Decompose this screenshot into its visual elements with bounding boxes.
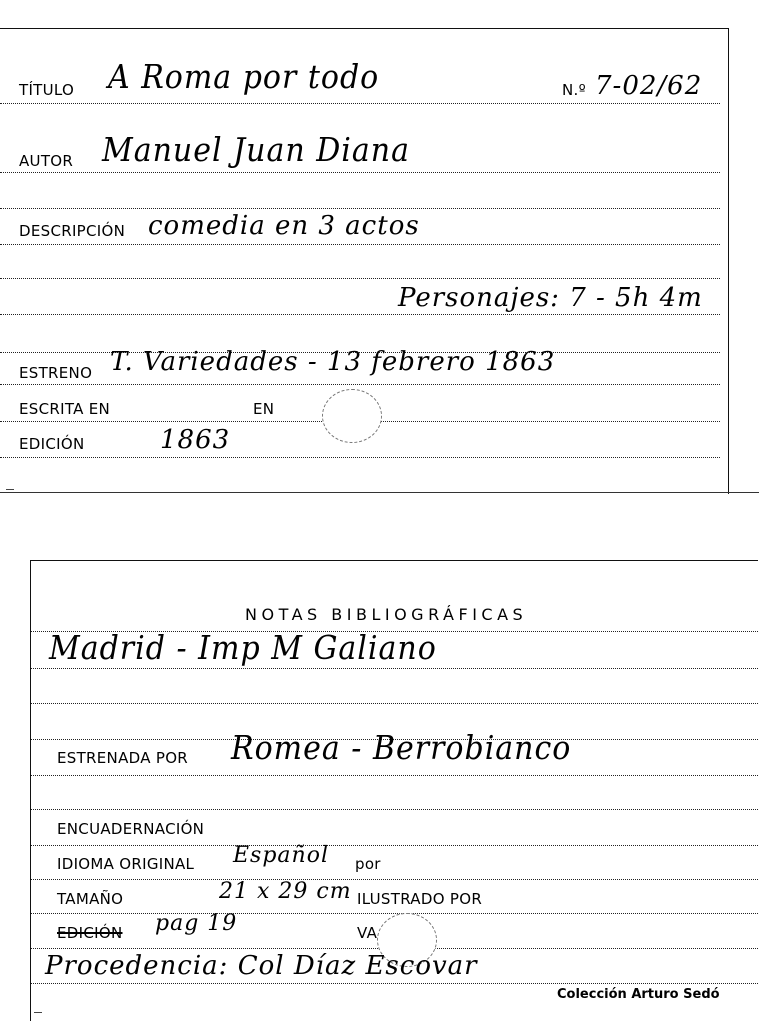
- catalog-card-top: [0, 28, 729, 494]
- card-line: [31, 913, 758, 914]
- edicion-value: 1863: [160, 425, 231, 455]
- card-line: [31, 668, 758, 669]
- card-line: [0, 278, 720, 279]
- card-line: [0, 244, 720, 245]
- tamano-label: TAMAÑO: [57, 890, 124, 908]
- card-line: [31, 879, 758, 880]
- punch-hole: [322, 389, 382, 443]
- card-edge: [0, 492, 759, 493]
- card-line: [0, 384, 720, 385]
- card-line: [0, 103, 720, 104]
- paginas-value: pag 19: [155, 911, 238, 936]
- card-line: [31, 983, 758, 984]
- card-line: [31, 775, 758, 776]
- edicion-label: EDICIÓN: [19, 435, 85, 453]
- encuadernacion-label: ENCUADERNACIÓN: [57, 820, 205, 838]
- card-line: [0, 172, 720, 173]
- va-label: VA: [357, 924, 378, 942]
- collection-stamp: Colección Arturo Sedó: [557, 987, 720, 1002]
- escrita-en-label: ESCRITA EN: [19, 400, 111, 418]
- estreno-label: ESTRENO: [19, 364, 93, 382]
- catalog-card-bottom: [30, 560, 758, 1021]
- numero-value: 7-02/62: [595, 71, 703, 101]
- personajes-value: Personajes: 7 - 5h 4m: [398, 283, 703, 313]
- card-line: [31, 809, 758, 810]
- ilustrado-label: ILUSTRADO POR: [357, 890, 483, 908]
- scan-mark: [6, 489, 14, 490]
- idioma-value: Español: [233, 843, 329, 868]
- tamano-value: 21 x 29 cm: [219, 879, 352, 904]
- titulo-label: TÍTULO: [19, 81, 75, 99]
- notes-line-1: Madrid - Imp M Galiano: [49, 629, 437, 668]
- estrenada-por-label: ESTRENADA POR: [57, 749, 189, 767]
- numero-label: N.º: [562, 81, 586, 99]
- card-line: [31, 703, 758, 704]
- estrenada-por-value: Romea - Berrobianco: [231, 729, 572, 768]
- idioma-label: IDIOMA ORIGINAL: [57, 855, 195, 873]
- card-line: [0, 457, 720, 458]
- edicion-struck-label: EDICIÓN: [57, 924, 123, 942]
- card-line: [0, 314, 720, 315]
- descripcion-label: DESCRIPCIÓN: [19, 222, 126, 240]
- descripcion-value: comedia en 3 actos: [148, 211, 420, 241]
- por-label: por: [355, 855, 381, 873]
- autor-label: AUTOR: [19, 152, 74, 170]
- procedencia-value: Procedencia: Col Díaz Escovar: [45, 951, 478, 981]
- autor-value: Manuel Juan Diana: [102, 131, 410, 170]
- scan-mark: [34, 1012, 42, 1013]
- card-line: [31, 845, 758, 846]
- estreno-value: T. Variedades - 13 febrero 1863: [110, 347, 556, 377]
- notas-heading: NOTAS BIBLIOGRÁFICAS: [245, 605, 528, 624]
- en-label: EN: [253, 400, 275, 418]
- titulo-value: A Roma por todo: [108, 58, 380, 97]
- card-line: [0, 208, 720, 209]
